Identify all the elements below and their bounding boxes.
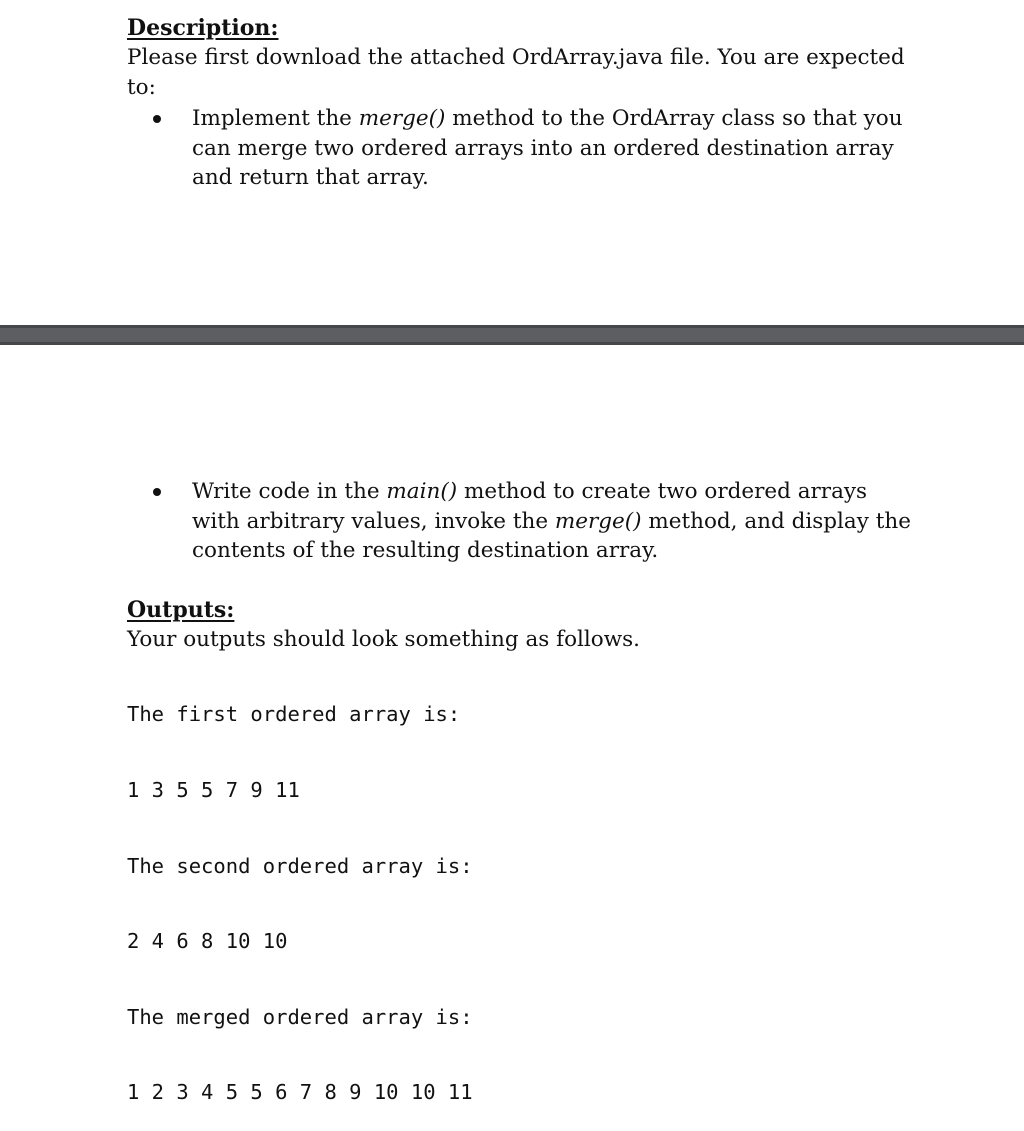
method-name: merge() [358, 106, 446, 131]
bullet-write-main [153, 477, 913, 566]
bullet-dot-icon [153, 488, 161, 496]
sample-output-block [127, 652, 473, 1131]
description-intro: Please first download the attached OrdArray.java file. You are expected to: [127, 45, 905, 100]
method-name: merge() [554, 508, 642, 534]
output-line: The second ordered array is: [127, 853, 473, 878]
bullet-text-part: method, and display the contents of the resulting destination array. [192, 508, 911, 563]
bullet-text [192, 477, 913, 566]
bullet-implement-merge [153, 104, 913, 193]
bullet-text-part: method to the OrdArray class so that you can merge two ordered arrays into an ordered destination array and return that array. [192, 106, 903, 190]
output-line: The first ordered array is: [127, 702, 461, 727]
output-line: 2 4 6 8 10 10 [127, 929, 288, 954]
bullet-text-part: Write code in the [192, 479, 387, 504]
bullet-text-part: Implement the [192, 106, 359, 131]
bullet-text [192, 104, 913, 193]
outputs-heading: Outputs: [127, 597, 235, 623]
description-heading: Description: [127, 15, 279, 41]
bullet-text-part: method to create two ordered arrays with arbitrary values, invoke the [192, 479, 868, 534]
method-name: main() [386, 479, 458, 504]
output-line: The merged ordered array is: [127, 1004, 473, 1029]
output-line: 1 2 3 4 5 5 6 7 8 9 10 10 11 [127, 1080, 473, 1105]
page-separator [0, 325, 1024, 345]
outputs-intro: Your outputs should look something as follows. [127, 627, 640, 652]
bullet-dot-icon [153, 115, 161, 123]
output-line: 1 3 5 5 7 9 11 [127, 778, 300, 802]
